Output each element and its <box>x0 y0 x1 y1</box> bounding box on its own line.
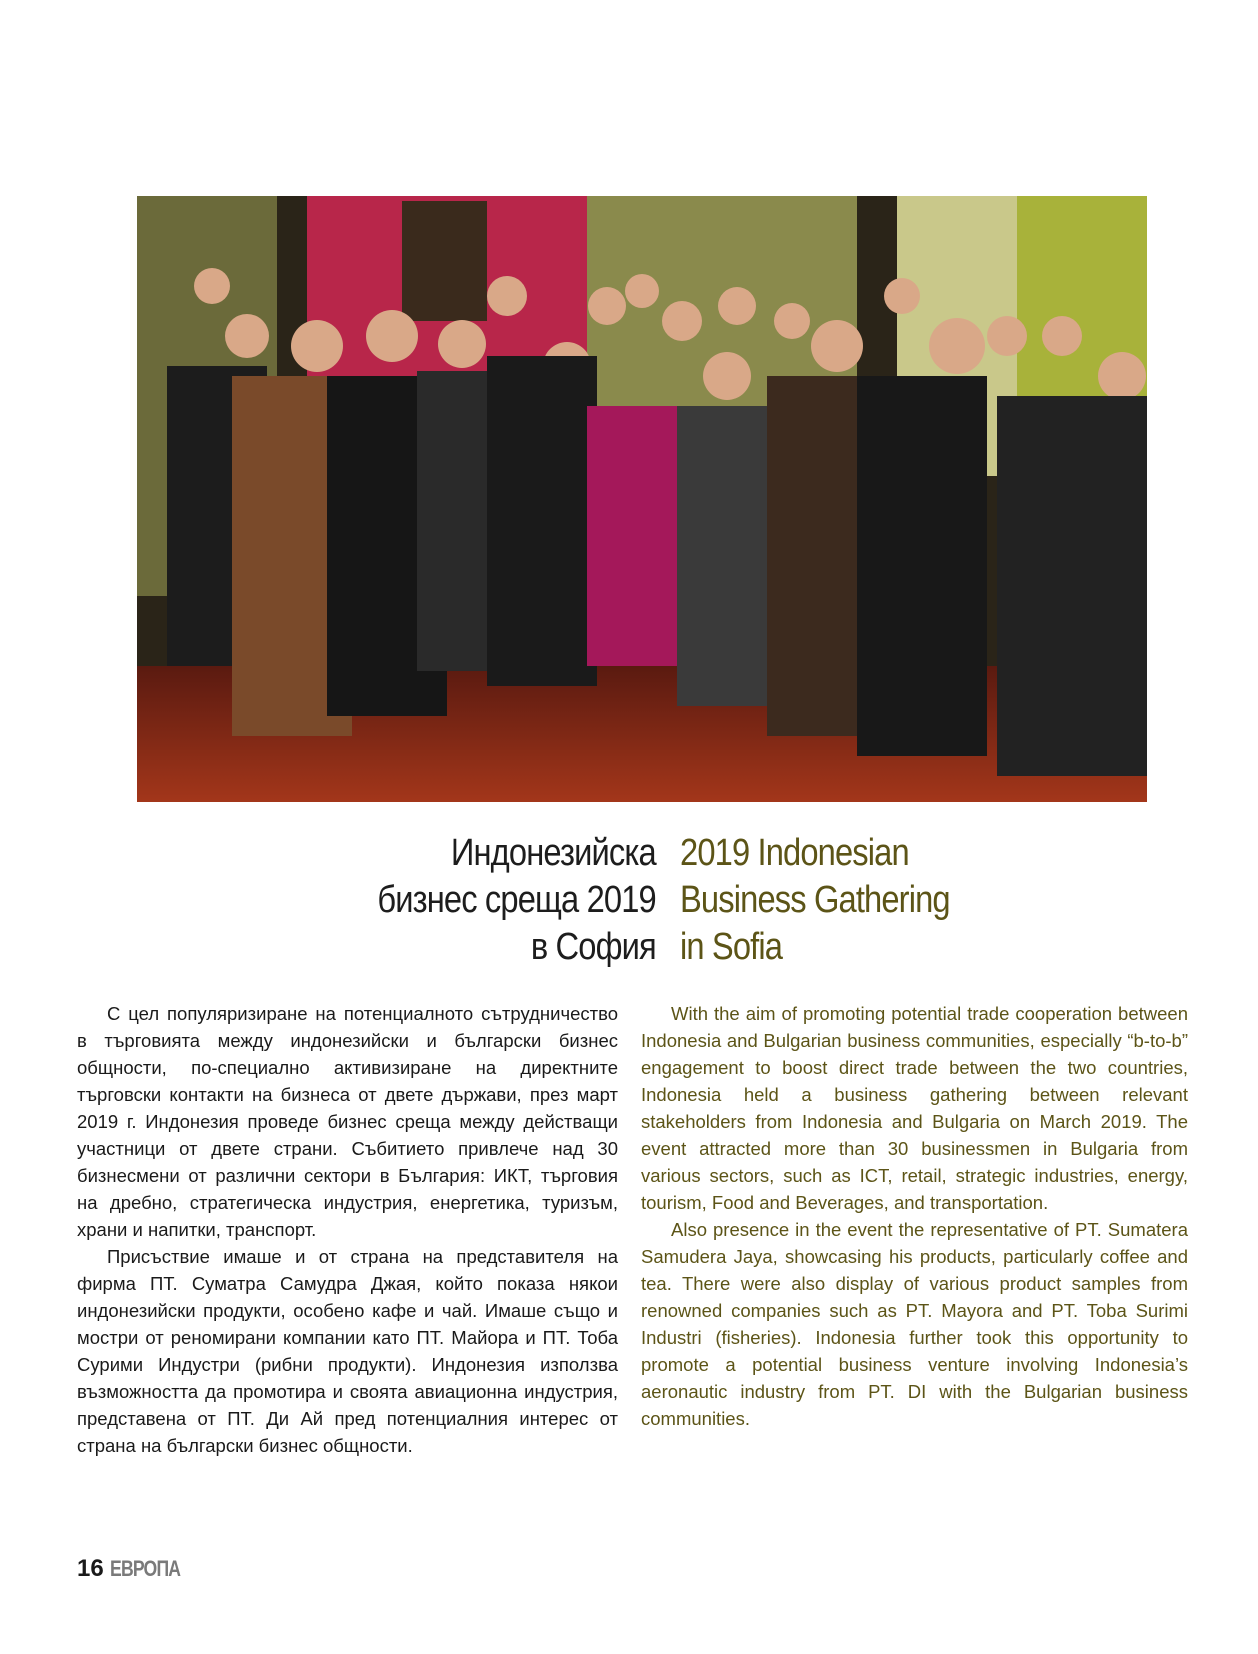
group-photo-icon <box>137 196 1147 802</box>
title-en-line-2: Business Gathering <box>680 879 950 921</box>
title-en-line-1: 2019 Indonesian <box>680 832 909 874</box>
title-en-line-3: in Sofia <box>680 926 783 968</box>
article-en-paragraph-1: With the aim of promoting potential trade cooperation between Indonesia and Bulgarian business communities, especially “b-to-b” engagement to boost direct trade between the two countries, Indonesia held a business gathering between relevant stakeholders from Indonesia and Bulgaria on March 2019. The event attracted more than 30 businessmen in Bulgaria from various sectors, such as ICT, retail, strategic industries, energy, tourism, Food and Beverages, and transportation. <box>641 1003 1188 1213</box>
article-bulgarian <box>77 1000 618 1459</box>
magazine-logo: ЕВРОПА <box>109 1556 180 1581</box>
article-english <box>641 1000 1188 1432</box>
article-bg-paragraph-2: Присъствие имаше и от страна на представителя на фирма ПТ. Суматра Самудра Джая, който показа някои индонезийски продукти, особено кафе и чай. Имаше също и мостри от реномирани компании като ПТ. Майора и ПТ. Тоба Сурими Индустри (рибни продукти). Индонезия използва възможността да промотира и своята авиационна индустрия, представена от ПТ. Ди Ай пред потенциалния интерес от страна на български бизнес общности. <box>77 1246 618 1456</box>
article-bg-paragraph-1: С цел популяризиране на потенциалното сътрудничество в търговията между индонезийски и български бизнес общности, по-специално активизиране на директните търговски контакти на бизнеса от двете държави, през март 2019 г. Индонезия проведе бизнес среща между действащи участници от двете страни. Събитието привлече над 30 бизнесмени от различни сектори в България: ИКТ, търговия на дребно, стратегическа индустрия, енергетика, туризъм, храни и напитки, транспорт. <box>77 1003 618 1240</box>
title-english <box>680 830 950 971</box>
article-en-paragraph-2: Also presence in the event the representative of PT. Sumatera Samudera Jaya, showcasing his products, particularly coffee and tea. There were also display of various product samples from renowned companies such as PT. Mayora and PT. Toba Surimi Industri (fisheries). Indonesia further took this opportunity to promote a potential business venture involving Indonesia’s aeronautic industry from PT. DI with the Bulgarian business communities. <box>641 1219 1188 1429</box>
group-photo <box>137 196 1147 802</box>
page-footer <box>77 1555 197 1583</box>
title-bg-line-2: бизнес среща 2019 <box>377 879 656 921</box>
page-number: 16 <box>77 1555 104 1582</box>
title-bulgarian <box>377 830 656 971</box>
title-bg-line-1: Индонезийска <box>451 832 656 874</box>
title-bg-line-3: в София <box>530 926 656 968</box>
